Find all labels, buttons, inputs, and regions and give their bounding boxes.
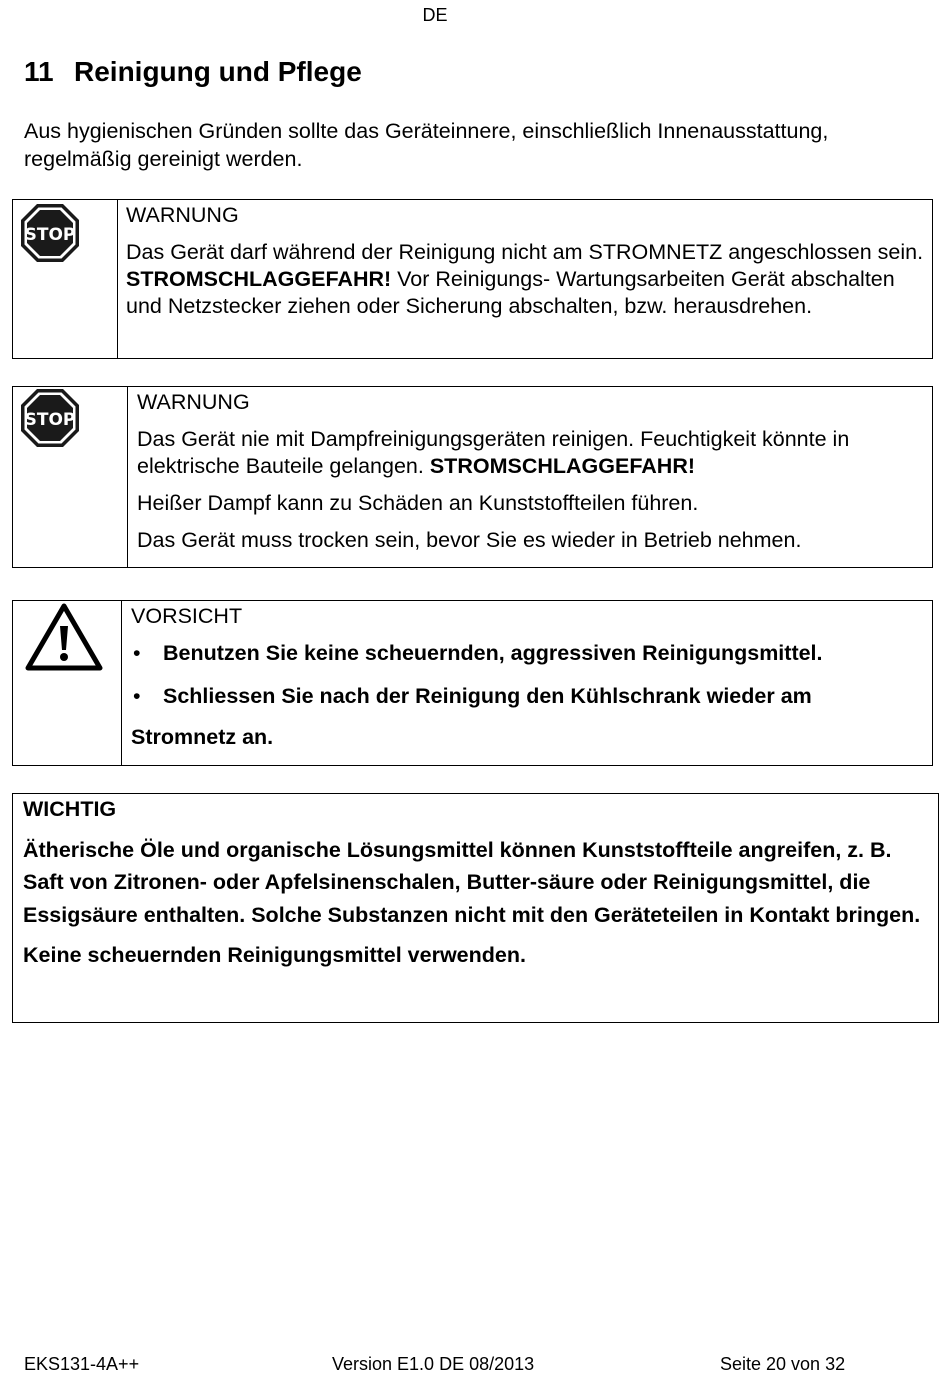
caution-title: VORSICHT [131,604,243,628]
svg-text:STOP: STOP [24,225,76,245]
caution-item: • Schliessen Sie nach der Reinigung den Kühlschrank wieder am Stromnetz an. [131,683,924,751]
important-text-2: Keine scheuernden Reinigungsmittel verwenden. [23,943,526,967]
important-box [12,793,939,1023]
warning-text: Das Gerät darf während der Reinigung nicht am STROMNETZ angeschlossen sein. STROMSCHLAGGEFAHR! Vor Reinigungs- Wartungsarbeiten Gerät abschalten und Netzstecker ziehen oder Sicherung abschalten, bzw. herausdrehen. [126,240,924,318]
warning-box-1 [12,199,933,359]
warning-text-line2: Heißer Dampf kann zu Schäden an Kunststoffteilen führen. [137,491,699,515]
important-text: Ätherische Öle und organische Lösungsmittel können Kunststoffteile angreifen, z. B. Saft von Zitronen- oder Apfelsinenschalen, Butter-säure oder Reinigungsmittel, die Essigsäure enthalten. Solche Substanzen nicht mit den Geräteteilen in Kontakt bringen. [23,837,921,927]
shock-hazard-label: STROMSCHLAGGEFAHR! [126,267,392,291]
warning-text: Das Gerät nie mit Dampfreinigungsgeräten reinigen. Feuchtigkeit könnte in elektrische Bauteile gelangen. STROMSCHLAGGEFAHR! [137,427,850,478]
warning-triangle-icon [25,603,103,671]
caution-box [12,600,933,766]
shock-hazard-label: STROMSCHLAGGEFAHR! [429,454,696,478]
section-heading [24,56,362,88]
stop-sign-icon [19,202,81,264]
stop-sign-icon [19,387,81,449]
warning-icon-cell [13,387,128,567]
footer-page-number: Seite 20 von 32 [720,1354,846,1374]
caution-item: • Benutzen Sie keine scheuernden, aggressiven Reinigungsmittel. [131,640,924,667]
footer-model: EKS131-4A++ [24,1354,140,1374]
warning-title: WARNUNG [126,203,239,227]
warning-icon-cell [13,200,118,358]
intro-paragraph: Aus hygienischen Gründen sollte das Geräteinnere, einschließlich Innenausstattung, regelmäßig gereinigt werden. [24,119,829,171]
caution-icon-cell [13,601,122,765]
svg-text:STOP: STOP [24,410,76,430]
header-language: DE [422,5,448,25]
warning-box-2 [12,386,933,568]
section-title: Reinigung und Pflege [74,56,362,87]
caution-list [131,640,924,751]
important-title: WICHTIG [23,797,117,821]
warning-title: WARNUNG [137,390,250,414]
section-number: 11 [24,56,54,87]
warning-text-line3: Das Gerät muss trocken sein, bevor Sie es wieder in Betrieb nehmen. [137,528,802,552]
footer-version: Version E1.0 DE 08/2013 [332,1354,535,1374]
